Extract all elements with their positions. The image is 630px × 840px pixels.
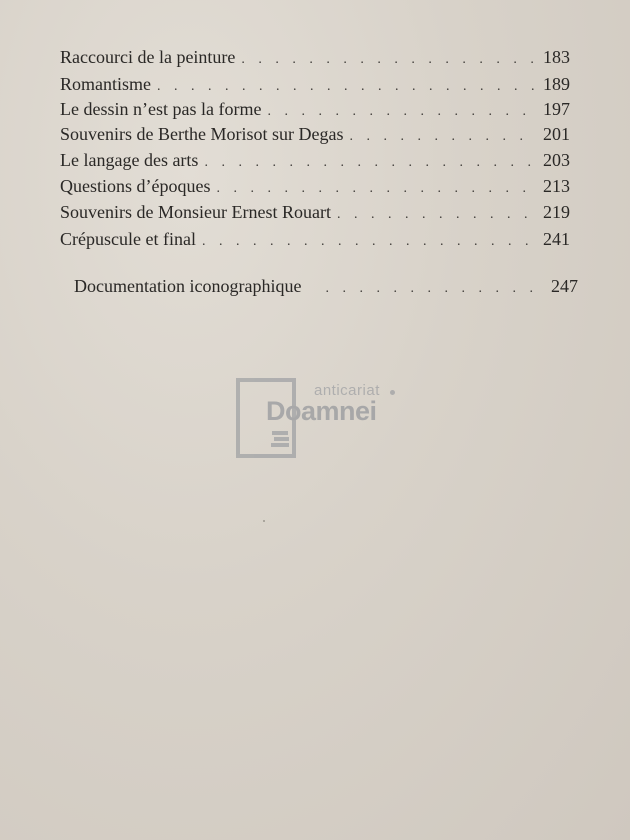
logo-dot [390,390,395,395]
toc-entry [60,73,570,98]
toc-dot-leader [241,49,534,71]
toc-dot-leader [216,178,534,200]
toc-entry-title: Le dessin n’est pas la forme [60,99,262,119]
toc-dot-leader [307,278,542,300]
toc-dot-leader [157,76,534,98]
toc-entry-title: Souvenirs de Berthe Morisot sur Degas [60,124,344,144]
toc-entry-title: Questions d’époques [60,176,211,196]
toc-entry-title: Le langage des arts [60,150,199,170]
toc-entry [60,149,570,174]
toc-entry-title: Raccourci de la peinture [60,47,236,67]
toc-entry [60,175,570,200]
books-icon [270,428,292,450]
toc-entry [60,201,570,226]
toc-dot-leader [349,126,534,148]
toc-entry [60,98,570,123]
toc-entry-page: 203 [543,150,570,170]
toc-entry-page: 197 [543,99,570,119]
toc-dot-leader [267,101,534,123]
toc-entry-page: 247 [551,276,578,296]
toc-entry-page: 183 [543,47,570,67]
toc-entry [60,46,570,71]
toc-entry [60,123,570,148]
toc-entry [60,228,570,253]
logo-brand-text: Doamnei [266,396,377,426]
toc-entry-page: 189 [543,74,570,94]
paper-speck [263,520,265,522]
toc-entry-title: Souvenirs de Monsieur Ernest Rouart [60,202,331,222]
toc-entry-title: Documentation iconographique [74,276,302,296]
toc-entry-title: Crépuscule et final [60,229,196,249]
toc-dot-leader [202,231,534,253]
anticariat-watermark-logo [236,378,406,462]
logo-small-text: anticariat [314,382,380,399]
toc-dot-leader [204,152,534,174]
toc-dot-leader [337,204,534,226]
toc-entry-title: Romantisme [60,74,151,94]
toc-entry-page: 201 [543,124,570,144]
toc-entry-page: 213 [543,176,570,196]
toc-entry-page: 241 [543,229,570,249]
toc-entry-page: 219 [543,202,570,222]
toc-entry [74,275,578,300]
